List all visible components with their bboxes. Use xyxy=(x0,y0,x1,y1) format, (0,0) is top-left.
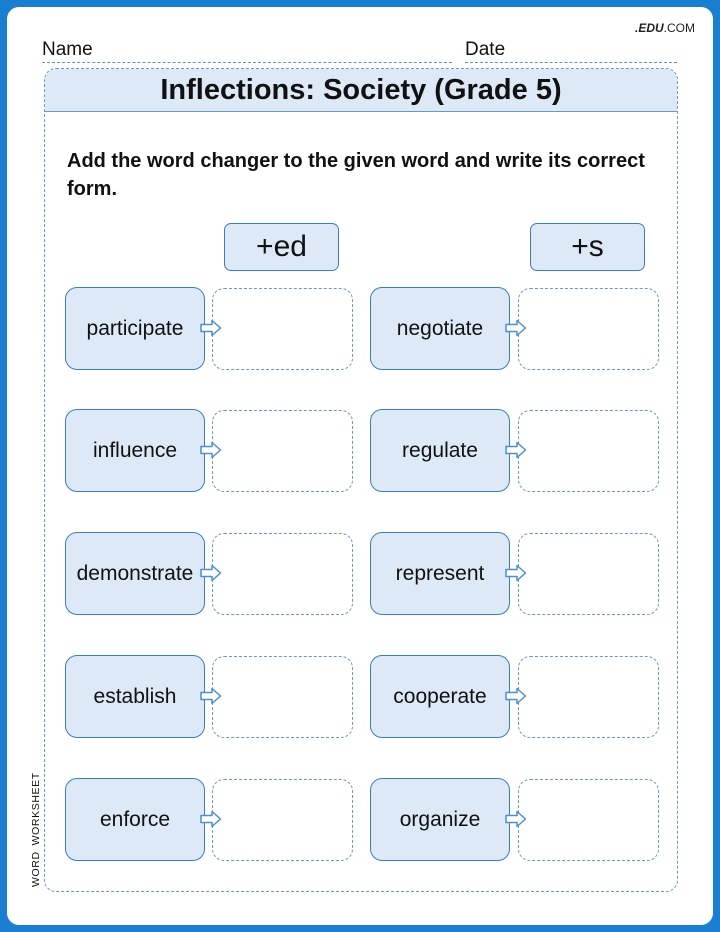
right-arrow-icon xyxy=(200,564,222,582)
answer-box[interactable] xyxy=(212,533,353,615)
worksheet-title: Inflections: Society (Grade 5) xyxy=(45,69,677,112)
name-line xyxy=(42,62,452,63)
word-box: organize xyxy=(370,778,510,861)
right-arrow-icon xyxy=(200,687,222,705)
name-field[interactable] xyxy=(42,39,452,61)
changer-ed: +ed xyxy=(224,223,339,271)
answer-box[interactable] xyxy=(518,656,659,738)
date-field[interactable] xyxy=(465,39,677,61)
date-line xyxy=(465,62,677,63)
word-box: enforce xyxy=(65,778,205,861)
answer-box[interactable] xyxy=(212,288,353,370)
answer-box[interactable] xyxy=(212,779,353,861)
word-box: regulate xyxy=(370,409,510,492)
word-box: establish xyxy=(65,655,205,738)
right-arrow-icon xyxy=(200,319,222,337)
answer-box[interactable] xyxy=(212,656,353,738)
answer-box[interactable] xyxy=(518,533,659,615)
answer-box[interactable] xyxy=(518,410,659,492)
right-arrow-icon xyxy=(200,441,222,459)
right-arrow-icon xyxy=(505,441,527,459)
name-label: Name xyxy=(42,39,93,60)
brand-logo: .EDU.COM xyxy=(634,21,695,35)
word-box: negotiate xyxy=(370,287,510,370)
word-box: participate xyxy=(65,287,205,370)
instructions: Add the word changer to the given word and write its correct form. xyxy=(67,150,645,200)
changer-s: +s xyxy=(530,223,645,271)
word-box: represent xyxy=(370,532,510,615)
worksheet-page xyxy=(7,7,713,925)
right-arrow-icon xyxy=(200,810,222,828)
word-box: cooperate xyxy=(370,655,510,738)
word-box: demonstrate xyxy=(65,532,205,615)
right-arrow-icon xyxy=(505,564,527,582)
side-label: WORDWORKSHEET xyxy=(30,772,42,887)
right-arrow-icon xyxy=(505,810,527,828)
answer-box[interactable] xyxy=(518,288,659,370)
right-arrow-icon xyxy=(505,687,527,705)
word-box: influence xyxy=(65,409,205,492)
date-label: Date xyxy=(465,39,506,60)
answer-box[interactable] xyxy=(518,779,659,861)
answer-box[interactable] xyxy=(212,410,353,492)
right-arrow-icon xyxy=(505,319,527,337)
worksheet-frame xyxy=(44,68,678,892)
